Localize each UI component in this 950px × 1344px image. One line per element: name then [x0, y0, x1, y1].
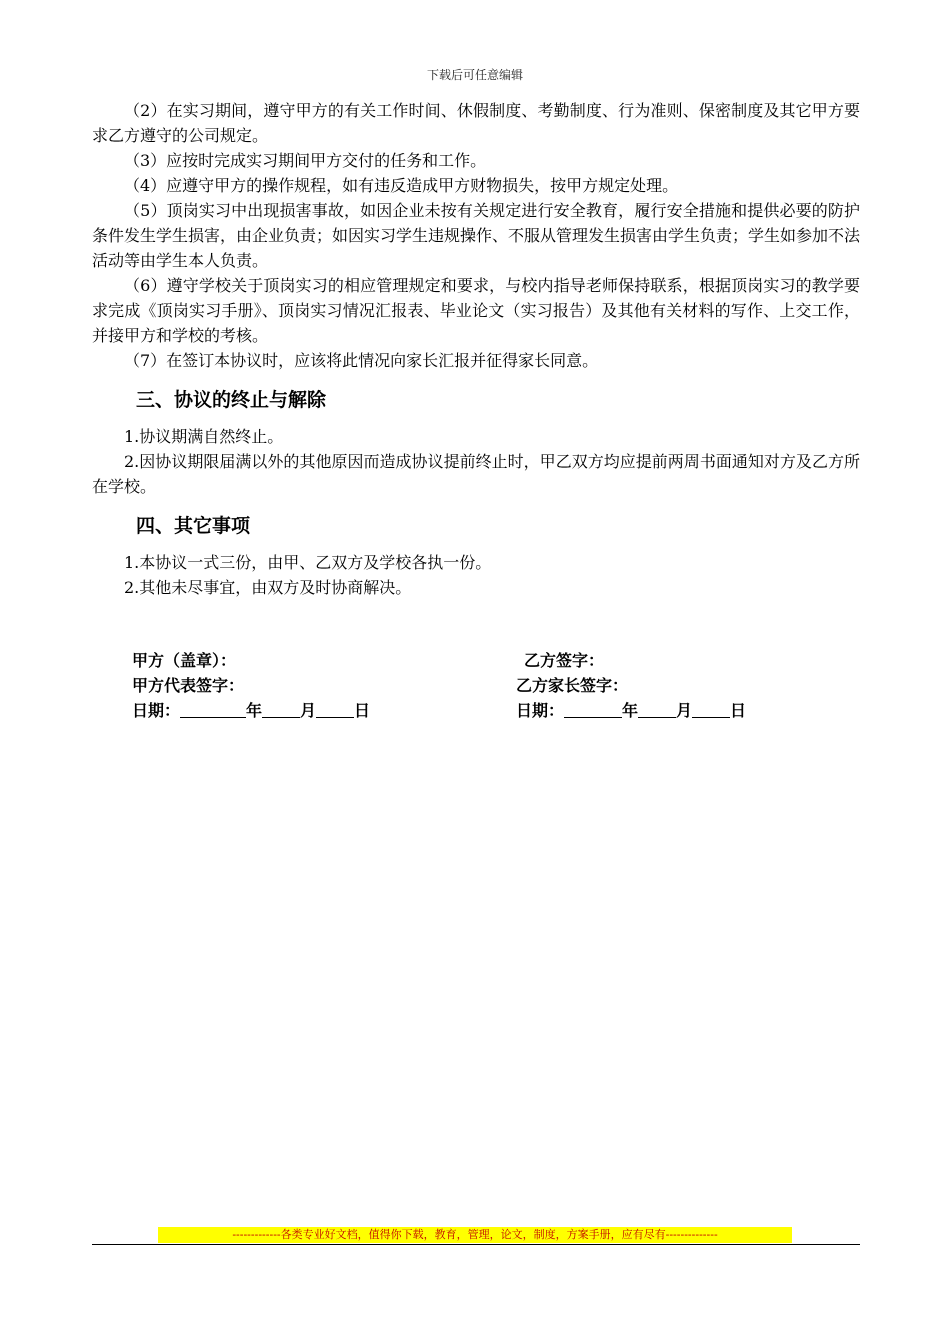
date-label: 日期：: [132, 701, 181, 720]
party-b-parent-label: 乙方家长签字：: [516, 676, 629, 695]
day-blank: [692, 701, 730, 718]
section-4-heading: 四、其它事项: [136, 515, 251, 537]
clause-5: （5）顶岗实习中出现损害事故，如因企业未按有关规定进行安全教育，履行安全措施和提供必要的防护条件发生学生损害，由企业负责；如因实习学生违规操作、不服从管理发生损害由学生负责；学生如参加不法活动等由学生本人负责。: [92, 201, 861, 270]
clause-4: （4）应遵守甲方的操作规程，如有违反造成甲方财物损失，按甲方规定处理。: [124, 176, 679, 195]
clause-2: （2）在实习期间，遵守甲方的有关工作时间、休假制度、考勤制度、行为准则、保密制度及其它甲方要求乙方遵守的公司规定。: [92, 101, 860, 145]
section-3-heading: 三、协议的终止与解除: [136, 389, 327, 411]
page-header: 下载后可任意编辑: [426, 68, 523, 82]
year-blank: [564, 701, 622, 718]
month-label: 月: [676, 701, 693, 720]
party-b-date: [516, 698, 746, 723]
footer-banner: -------------各类专业好文档，值得你下载，教育，管理，论文，制度，方案手册，应有尽有--------------: [158, 1227, 792, 1243]
signature-row-3: [132, 698, 832, 723]
document-body: [92, 98, 860, 600]
clause-7: （7）在签订本协议时，应该将此情况向家长汇报并征得家长同意。: [124, 351, 599, 370]
party-b-sign-label: 乙方签字：: [524, 651, 605, 670]
day-label: 日: [730, 701, 747, 720]
section-4-item-1: 1.本协议一式三份，由甲、乙双方及学校各执一份。: [124, 553, 492, 572]
section-3-item-1: 1.协议期满自然终止。: [124, 427, 284, 446]
party-a-rep-label: 甲方代表签字：: [132, 676, 245, 695]
footer-divider: [92, 1244, 860, 1245]
clause-3: （3）应按时完成实习期间甲方交付的任务和工作。: [124, 151, 487, 170]
day-label: 日: [354, 701, 371, 720]
year-label: 年: [622, 701, 639, 720]
month-blank: [638, 701, 676, 718]
month-blank: [262, 701, 300, 718]
day-blank: [316, 701, 354, 718]
party-a-seal-label: 甲方（盖章）：: [132, 651, 237, 670]
date-label: 日期：: [516, 701, 565, 720]
signature-row-1: [132, 648, 832, 673]
month-label: 月: [300, 701, 317, 720]
year-blank: [180, 701, 246, 718]
year-label: 年: [246, 701, 263, 720]
section-3-item-2: 2.因协议期限届满以外的其他原因而造成协议提前终止时，甲乙双方均应提前两周书面通知对方及乙方所在学校。: [92, 452, 860, 496]
clause-6: （6）遵守学校关于顶岗实习的相应管理规定和要求，与校内指导老师保持联系，根据顶岗实习的教学要求完成《顶岗实习手册》、顶岗实习情况汇报表、毕业论文（实习报告）及其他有关材料的写作、上交工作，并接甲方和学校的考核。: [92, 276, 860, 345]
party-a-date: [132, 698, 370, 723]
signature-block: [132, 648, 832, 723]
signature-row-2: [132, 673, 832, 698]
section-4-item-2: 2.其他未尽事宜，由双方及时协商解决。: [124, 578, 412, 597]
